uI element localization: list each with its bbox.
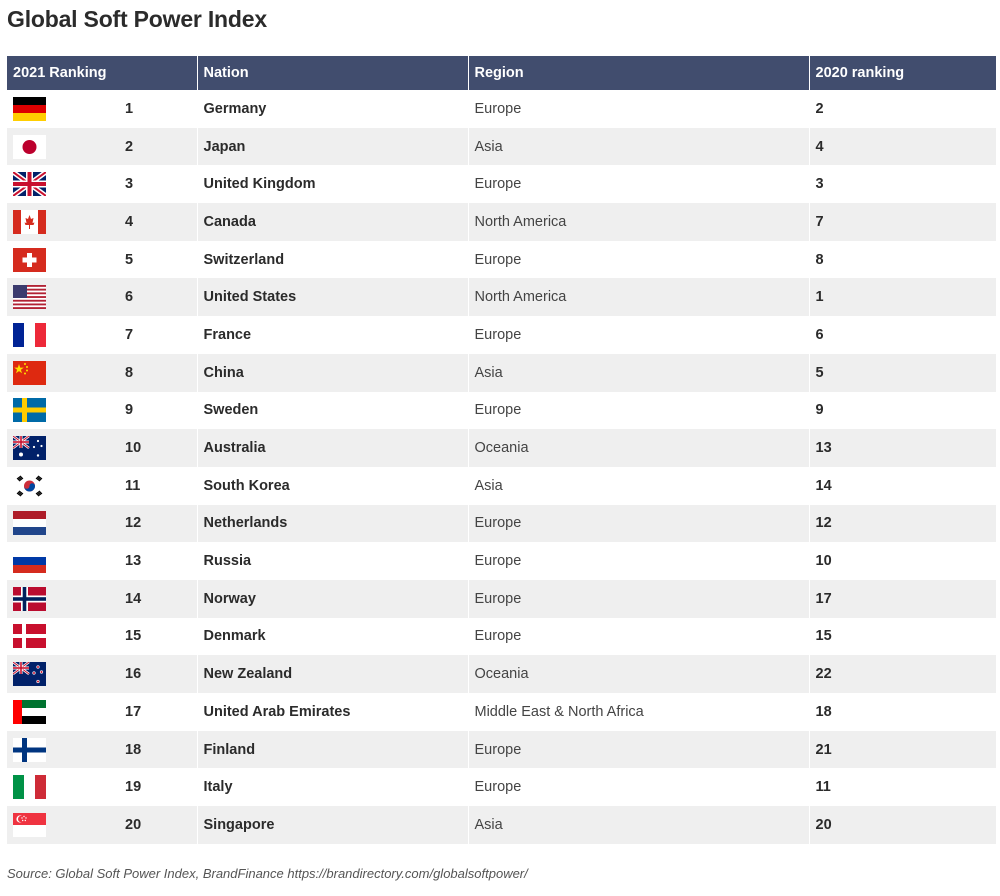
header-2021-ranking: 2021 Ranking: [7, 56, 197, 90]
switzerland-flag-icon: [13, 248, 46, 272]
table-header-row: [7, 56, 996, 90]
region-name: Europe: [468, 731, 809, 769]
header-region: Region: [468, 56, 809, 90]
table-row: [7, 467, 996, 505]
rank-2021: 7: [125, 326, 134, 343]
rank-cell: [7, 429, 197, 467]
rank-2020: 10: [815, 553, 832, 570]
page-title: Global Soft Power Index: [7, 6, 267, 32]
rank-2020: 9: [815, 402, 824, 419]
rank-2020: 14: [815, 477, 832, 494]
nation-name: Germany: [197, 90, 468, 128]
netherlands-flag-icon: [13, 511, 46, 535]
rank-2020: 22: [809, 655, 996, 693]
header-nation: Nation: [197, 56, 468, 90]
region-name: Asia: [468, 128, 809, 166]
region-name: Europe: [468, 241, 809, 279]
rank-2021: 19: [125, 779, 142, 796]
rank-2021: 15: [125, 628, 142, 645]
region-name: Europe: [468, 580, 809, 618]
italy-flag-icon: [13, 775, 46, 799]
table-row: [7, 429, 996, 467]
south-korea-flag-icon: [13, 474, 46, 498]
table-row: [7, 505, 996, 543]
rank-cell: [7, 505, 197, 543]
nation-name: China: [197, 354, 468, 392]
region-name: Oceania: [468, 429, 809, 467]
region-name: Europe: [468, 392, 809, 430]
rank-2021: 3: [125, 176, 134, 193]
rank-cell: [7, 241, 197, 279]
nation-name: Sweden: [197, 392, 468, 430]
nation-name: Italy: [197, 768, 468, 806]
rank-2020: 11: [815, 779, 831, 796]
united-states-flag-icon: [13, 285, 46, 309]
new-zealand-flag-icon: [13, 662, 46, 686]
table-row: [7, 316, 996, 354]
table-row: [7, 90, 996, 128]
soft-power-table: [7, 56, 996, 844]
rank-2021: 11: [125, 477, 141, 494]
rank-cell: [7, 392, 197, 430]
region-name: North America: [468, 203, 809, 241]
finland-flag-icon: [13, 738, 46, 762]
rank-cell: [7, 580, 197, 618]
rank-2020: 2: [815, 100, 824, 117]
russia-flag-icon: [13, 549, 46, 573]
rank-2020: 6: [815, 326, 824, 343]
rank-cell: [7, 316, 197, 354]
nation-name: Denmark: [197, 618, 468, 656]
rank-cell: [7, 128, 197, 166]
rank-2021: 2: [125, 138, 134, 155]
region-name: Asia: [468, 354, 809, 392]
region-name: Europe: [468, 165, 809, 203]
table-row: [7, 203, 996, 241]
rank-cell: [7, 618, 197, 656]
rank-2020: 8: [815, 251, 824, 268]
table-row: [7, 241, 996, 279]
table-row: [7, 768, 996, 806]
rank-cell: [7, 467, 197, 505]
table-row: [7, 392, 996, 430]
region-name: Asia: [468, 806, 809, 844]
france-flag-icon: [13, 323, 46, 347]
table-row: [7, 731, 996, 769]
china-flag-icon: [13, 361, 46, 385]
header-2020-ranking: 2020 ranking: [809, 56, 996, 90]
region-name: Oceania: [468, 655, 809, 693]
rank-2021: 6: [125, 289, 134, 306]
nation-name: France: [197, 316, 468, 354]
rank-2021: 9: [125, 402, 134, 419]
rank-2020: 12: [809, 505, 996, 543]
nation-name: Norway: [197, 580, 468, 618]
rank-cell: [7, 278, 197, 316]
rank-cell: [7, 542, 197, 580]
region-name: Europe: [468, 542, 809, 580]
rank-2021: 5: [125, 251, 134, 268]
table-row: [7, 618, 996, 656]
rank-2020: 18: [815, 703, 832, 720]
region-name: Europe: [468, 316, 809, 354]
denmark-flag-icon: [13, 624, 46, 648]
rank-cell: [7, 768, 197, 806]
nation-name: United States: [197, 278, 468, 316]
japan-flag-icon: [13, 135, 46, 159]
rank-2021: 4: [125, 213, 134, 230]
rank-cell: [7, 90, 197, 128]
rank-2020: 3: [815, 176, 824, 193]
rank-cell: [7, 165, 197, 203]
rank-2020: 20: [809, 806, 996, 844]
table-row: [7, 165, 996, 203]
nation-name: United Arab Emirates: [197, 693, 468, 731]
germany-flag-icon: [13, 97, 46, 121]
table-row: [7, 655, 996, 693]
nation-name: Russia: [197, 542, 468, 580]
table-row: [7, 580, 996, 618]
nation-name: Canada: [197, 203, 468, 241]
nation-name: New Zealand: [197, 655, 468, 693]
region-name: Europe: [468, 505, 809, 543]
rank-2020: 17: [809, 580, 996, 618]
rank-cell: [7, 693, 197, 731]
rank-2021: 20: [125, 816, 142, 833]
rank-2021: 16: [125, 666, 142, 683]
rank-2021: 14: [125, 590, 142, 607]
nation-name: Netherlands: [197, 505, 468, 543]
region-name: Middle East & North Africa: [468, 693, 809, 731]
rank-2020: 15: [815, 628, 832, 645]
nation-name: South Korea: [197, 467, 468, 505]
rank-2021: 13: [125, 553, 142, 570]
table-row: [7, 542, 996, 580]
sweden-flag-icon: [13, 398, 46, 422]
uae-flag-icon: [13, 700, 46, 724]
source-note: Source: Global Soft Power Index, BrandFinance https://brandirectory.com/globalsoftpower/: [7, 866, 528, 881]
rank-2020: 1: [809, 278, 996, 316]
nation-name: Japan: [197, 128, 468, 166]
rank-2021: 12: [125, 515, 142, 532]
rank-2021: 17: [125, 703, 142, 720]
table-row: [7, 806, 996, 844]
region-name: Europe: [468, 90, 809, 128]
rank-2020: 21: [809, 731, 996, 769]
canada-flag-icon: [13, 210, 46, 234]
nation-name: Australia: [197, 429, 468, 467]
rank-2021: 10: [125, 440, 142, 457]
rank-2020: 4: [809, 128, 996, 166]
region-name: North America: [468, 278, 809, 316]
united-kingdom-flag-icon: [13, 172, 46, 196]
singapore-flag-icon: [13, 813, 46, 837]
rank-2020: 7: [809, 203, 996, 241]
australia-flag-icon: [13, 436, 46, 460]
rank-2020: 5: [809, 354, 996, 392]
rank-cell: [7, 655, 197, 693]
region-name: Asia: [468, 467, 809, 505]
region-name: Europe: [468, 768, 809, 806]
nation-name: United Kingdom: [197, 165, 468, 203]
rank-cell: [7, 354, 197, 392]
rank-2020: 13: [809, 429, 996, 467]
rank-cell: [7, 806, 197, 844]
rank-cell: [7, 203, 197, 241]
region-name: Europe: [468, 618, 809, 656]
rank-2021: 18: [125, 741, 142, 758]
nation-name: Switzerland: [197, 241, 468, 279]
rank-2021: 8: [125, 364, 134, 381]
norway-flag-icon: [13, 587, 46, 611]
table-row: [7, 278, 996, 316]
nation-name: Singapore: [197, 806, 468, 844]
table-row: [7, 693, 996, 731]
rank-cell: [7, 731, 197, 769]
table-row: [7, 128, 996, 166]
table-row: [7, 354, 996, 392]
nation-name: Finland: [197, 731, 468, 769]
rank-2021: 1: [125, 100, 134, 117]
